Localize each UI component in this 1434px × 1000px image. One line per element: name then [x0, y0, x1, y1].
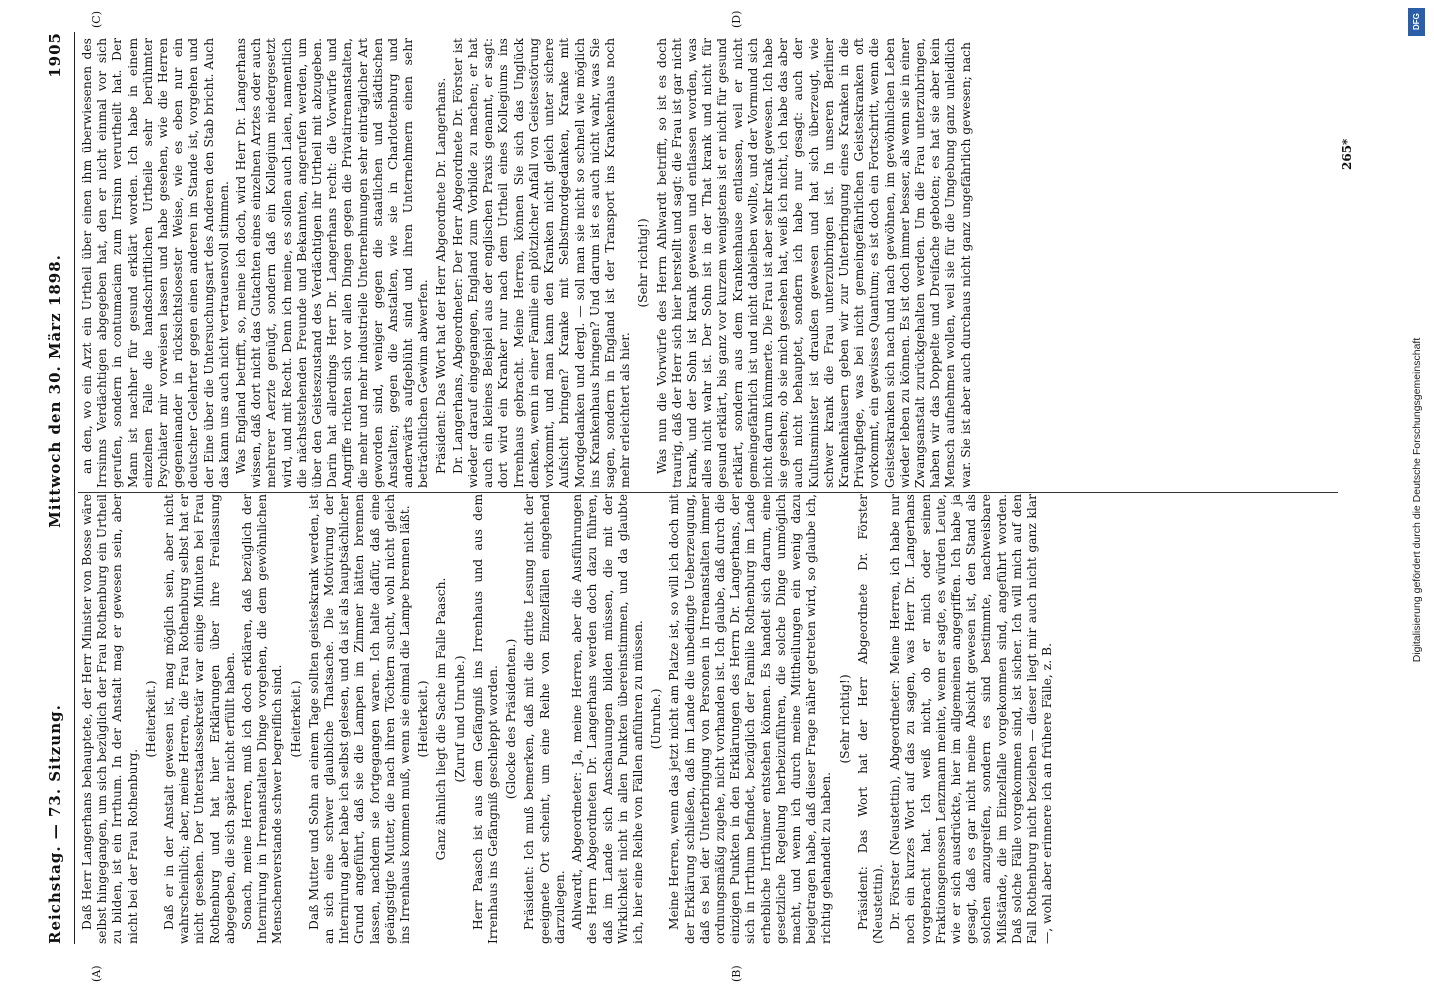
margin-marker-a: (A): [90, 965, 103, 982]
dfg-logo: DFG: [1408, 8, 1425, 36]
margin-marker-b: (B): [730, 965, 743, 982]
paragraph: Meine Herren, wenn das jetzt nicht am Platze ist, so will ich doch mit der Erklärung schließen, daß im Lande die unbedingte Ueberzeugung, daß es bei der Unterbringung von Personen in Irrenanstalten immer ordnungsmäßig zugehe, nicht vorhanden ist. Ich glaube, daß durch die einzigen Punkten in den Erklärungen des Herrn Dr. Langerhans, der sich in Irrthum befindet, bezüglich der Familie Rothenburg im Lande erhebliche Irrthümer entstehen können. Es handelt sich darum, eine gesetzliche Regelung herbeizuführen, die solche Dinge unmöglich macht, und wenn ich durch meine Mittheilungen ein wenig dazu beigetragen habe, daß dieser Frage näher getreten wird, so glaube ich, richtig gehandelt zu haben.: [667, 494, 834, 944]
paragraph: Daß Herr Langerhans behauptete, der Herr Minister von Bosse wäre selbst hingegangen, um sich bezüglich der Frau Rothenburg ein Urtheil zu bilden, ist ein Irrthum. In der Anstalt mag er gewesen sein, aber nicht bei der Frau Rothenburg.: [80, 494, 140, 944]
right-column: [80, 38, 1340, 488]
header-center: Mittwoch den 30. März 1898.: [46, 254, 64, 528]
paragraph: Herr Paasch ist aus dem Gefängniß ins Irrenhaus und aus dem Irrenhaus ins Gefängniß geschleppt worden.: [470, 494, 501, 944]
dfg-sidebar: [1400, 0, 1434, 1000]
paragraph: (Heiterkeit.): [416, 680, 431, 758]
paragraph: Was England betrifft, so, meine ich doch, wird Herr Dr. Langerhans wissen, daß dort nicht das Gutachten eines einzelnen Arztes oder auch mehrerer Aerzte genügt, sondern daß ein Kollegium niedergesetzt wird, und mit Recht. Denn ich meine, es sollen auch Laien, namentlich die nächststehenden Freunde und Bekannten, angerufen werden, um über den Geisteszustand des Verdächtigen ihr Urtheil mit abzugeben. Darin hat allerdings Herr Dr. Langerhans recht: die Vorwürfe und Angriffe richten sich vor allen Dingen gegen die Privatirrenanstalten, die mehr und mehr industrielle Unternehmungen sehr einträglicher Art geworden sind, weniger gegen die staatlichen und städtischen Anstalten; gegen die Anstalten, wie sie in Charlottenburg und anderwärts aufgeblüht sind und ihren Unternehmern einen sehr beträchtlichen Gewinn abwerfen.: [234, 38, 431, 488]
page-header: [46, 32, 72, 944]
paragraph: (Heiterkeit.): [288, 680, 303, 758]
paragraph: (Sehr richtig!): [636, 218, 651, 308]
margin-marker-d: (D): [730, 10, 743, 28]
paragraph: (Heiterkeit.): [143, 680, 158, 758]
paragraph: Was nun die Vorwürfe des Herrn Ahlwardt betrifft, so ist es doch traurig, daß der Herr sich hier herstellt und sagt: die Frau ist gar nicht krank, und der Sohn ist krank gewesen und entlassen worden, was alles nicht wahr ist. Der Sohn ist in der That krank und nicht für gesund erklärt, bis ganz vor kurzem wenigstens ist er nicht für gesund erklärt, sondern aus dem Krankenhause entlassen, weil er nicht gemeingefährlich ist und nicht dableiben wollte, und der Vormund sich nicht darum kümmerte. Die Frau ist aber sehr krank gewesen. Ich habe sie gesehen; ob sie mich gesehen hat, weiß ich nicht, ich habe das aber auch nicht behauptet, sondern ich habe nur gesagt: auch der Kultusminister ist draußen gewesen und hat sich überzeugt, wie schwer krank die Frau unterzubringen ist. In unseren Berliner Krankenhäusern geben wir zur Unterbringung eines Kranken in die Privatpflege, was bei nicht gemeingefährlichen Geisteskranken oft vorkommt, ein gewisses Quantum; es ist doch ein Fortschritt, wenn die Geisteskranken sich nach und nach gewöhnen, im gewöhnlichen Leben wieder leben zu können. Es ist doch immer besser, als wenn sie in einer Zwangsanstalt zurückgehalten werden. Um die Frau unterzubringen, haben wir das Doppelte und Dreifache geboten; es hat sie aber kein Mensch aufnehmen wollen, weil sie für die Umgebung ganz unleidlich war. Sie ist aber auch durchaus nicht ganz ungefährlich gewesen; nach: [654, 38, 973, 488]
paragraph: Ganz ähnlich liegt die Sache im Falle Paasch.: [434, 577, 449, 861]
paragraph: Ahlwardt, Abgeordneter: Ja, meine Herren, aber die Ausführungen des Herrn Abgeordneten Dr. Langerhans werden doch dazu führen, daß im Lande sich Anschauungen bilden müssen, die mit der Wirklichkeit nicht in allen Punkten übereinstimmen, und da glaubte ich, hier eine Reihe von Fällen anführen zu müssen.: [570, 494, 645, 944]
paragraph: Sonach, meine Herren, muß ich doch erklären, daß bezüglich der Internirung in Irrenanstalten Dinge vorgehen, die dem gewöhnlichen Menschenverstande schwer begreiflich sind.: [240, 494, 285, 944]
paragraph: (Glocke des Präsidenten.): [504, 638, 519, 800]
paragraph: Dr. Förster (Neustettin), Abgeordneter: Meine Herren, ich habe nur noch ein kurzes Wort auf das zu sagen, was Herr Dr. Langerhans vorgebracht hat. Ich weiß nicht, ob er mich oder seinen Fraktionsgenossen Lenzmann meinte, wenn er sagte, es würden Leute, wie er sich ausdrückte, hier im allgemeinen angegriffen. Ich habe ja gesagt, daß es gar nicht meine Absicht gewesen ist, den Stand als solchen anzugreifen, sondern es sind bestimmte, nachweisbare Mißstände, die im Einzelfalle vorgekommen sind, angeführt worden. Daß solche Fälle vorgekommen sind, ist sicher. Ich will mich auf den Fall Rothenburg nicht beziehen — dieser liegt mir auch nicht ganz klar —, wohl aber erinnere ich an frühere Fälle, z. B.: [888, 494, 1055, 944]
paragraph: (Unruhe.): [649, 688, 664, 750]
paragraph: Dr. Langerhans, Abgeordneter: Der Herr Abgeordnete Dr. Förster ist wieder darauf eingegangen, England zum Vorbilde zu machen; er hat auch ein kleines Beispiel aus der englischen Praxis genannt, er sagt: dort wird ein Kranker nur nach dem Urtheil eines Kollegiums ins Irrenhaus gebracht. Meine Herren, können Sie sich das Unglück denken, wenn in einer Familie ein plötzlicher Anfall von Geistesstörung vorkommt, und man kann den Kranken nicht gleich unter sichere Aufsicht bringen? Kranke mit Selbstmordgedanken, Kranke mit Mordgedanken und dergl. — soll man sie nicht so schnell wie möglich ins Krankenhaus bringen? Und darum ist es auch nicht wahr, was Sie sagen, sondern in England ist der Transport ins Krankenhaus noch mehr erleichtert als hier.: [450, 38, 633, 488]
paragraph: Daß Mutter und Sohn an einem Tage sollten geisteskrank werden, ist an sich eine schwer glaubliche Thatsache. Die Motivirung der Internirung aber habe ich selbst gelesen, und da ist als hauptsächlicher Grund angeführt, daß sie die Lampen im Zimmer hätten brennen lassen, nachdem sie fortgegangen waren. Ich halte dafür, daß eine geängstigte Mutter, die nach ihren Töchtern sucht, wohl nicht gleich ins Irrenhaus kommen muß, wenn sie einmal die Lampe brennen läßt.: [306, 494, 413, 944]
margin-marker-c: (C): [90, 11, 103, 28]
paragraph: Präsident: Das Wort hat der Herr Abgeordnete Dr. Langerhans.: [433, 77, 448, 474]
header-page-number: 1905: [46, 32, 64, 78]
paragraph: an den, wo ein Arzt ein Urtheil über einen ihm überwiesenen des Irrsinns Verdächtigen abgegeben hat, den er nicht einmal vor sich gerufen, sondern in contumaciam zum Irrsinn verurtheilt hat. Der Mann ist nachher für gesund erklärt worden. Ich habe in einem einzelnen Falle die handschriftlichen Urtheile sehr berühmter Psychiater mir vorweisen lassen und habe gesehen, wie die Herren gegeneinander in rücksichtslosester Weise, wie es eben nur ein deutscher Gelehrter gegen einen anderen im Stande ist, vorgehen und der Eine über die Untersuchungsart des Anderen den Stab bricht. Auch das kann uns auch nicht vertrauensvoll stimmen.: [80, 38, 231, 488]
paragraph: Präsident: Das Wort hat der Herr Abgeordnete Dr. Förster (Neustettin).: [855, 494, 885, 944]
paragraph: Daß er in der Anstalt gewesen ist, mag möglich sein, aber nicht wahrscheinlich; aber, meine Herren, die Frau Rothenburg selbst hat er nicht gesehen. Der Unterstaatssekretär war einige Minuten bei Frau Rothenburg und hat hier Erklärungen über ihre Freilassung abgegeben, die sich später nicht erfüllt haben.: [162, 494, 237, 944]
column-divider: [78, 492, 1338, 493]
header-rule: [74, 32, 75, 944]
dfg-credit-text: Digitalisierung gefördert durch die Deutsche Forschungsgemeinschaft: [1411, 337, 1423, 663]
paragraph: Präsident: Ich muß bemerken, daß mit die dritte Lesung nicht der geeignete Ort scheint, um eine Reihe von Einzelfällen eingehend darzulegen.: [522, 494, 567, 944]
paragraph: (Sehr richtig!): [837, 674, 852, 764]
header-left: Reichstag. — 73. Sitzung.: [46, 704, 64, 944]
page-footer-number: 265*: [1340, 138, 1354, 170]
paragraph: (Zuruf und Unruhe.): [452, 655, 467, 783]
left-column: [80, 494, 1340, 944]
